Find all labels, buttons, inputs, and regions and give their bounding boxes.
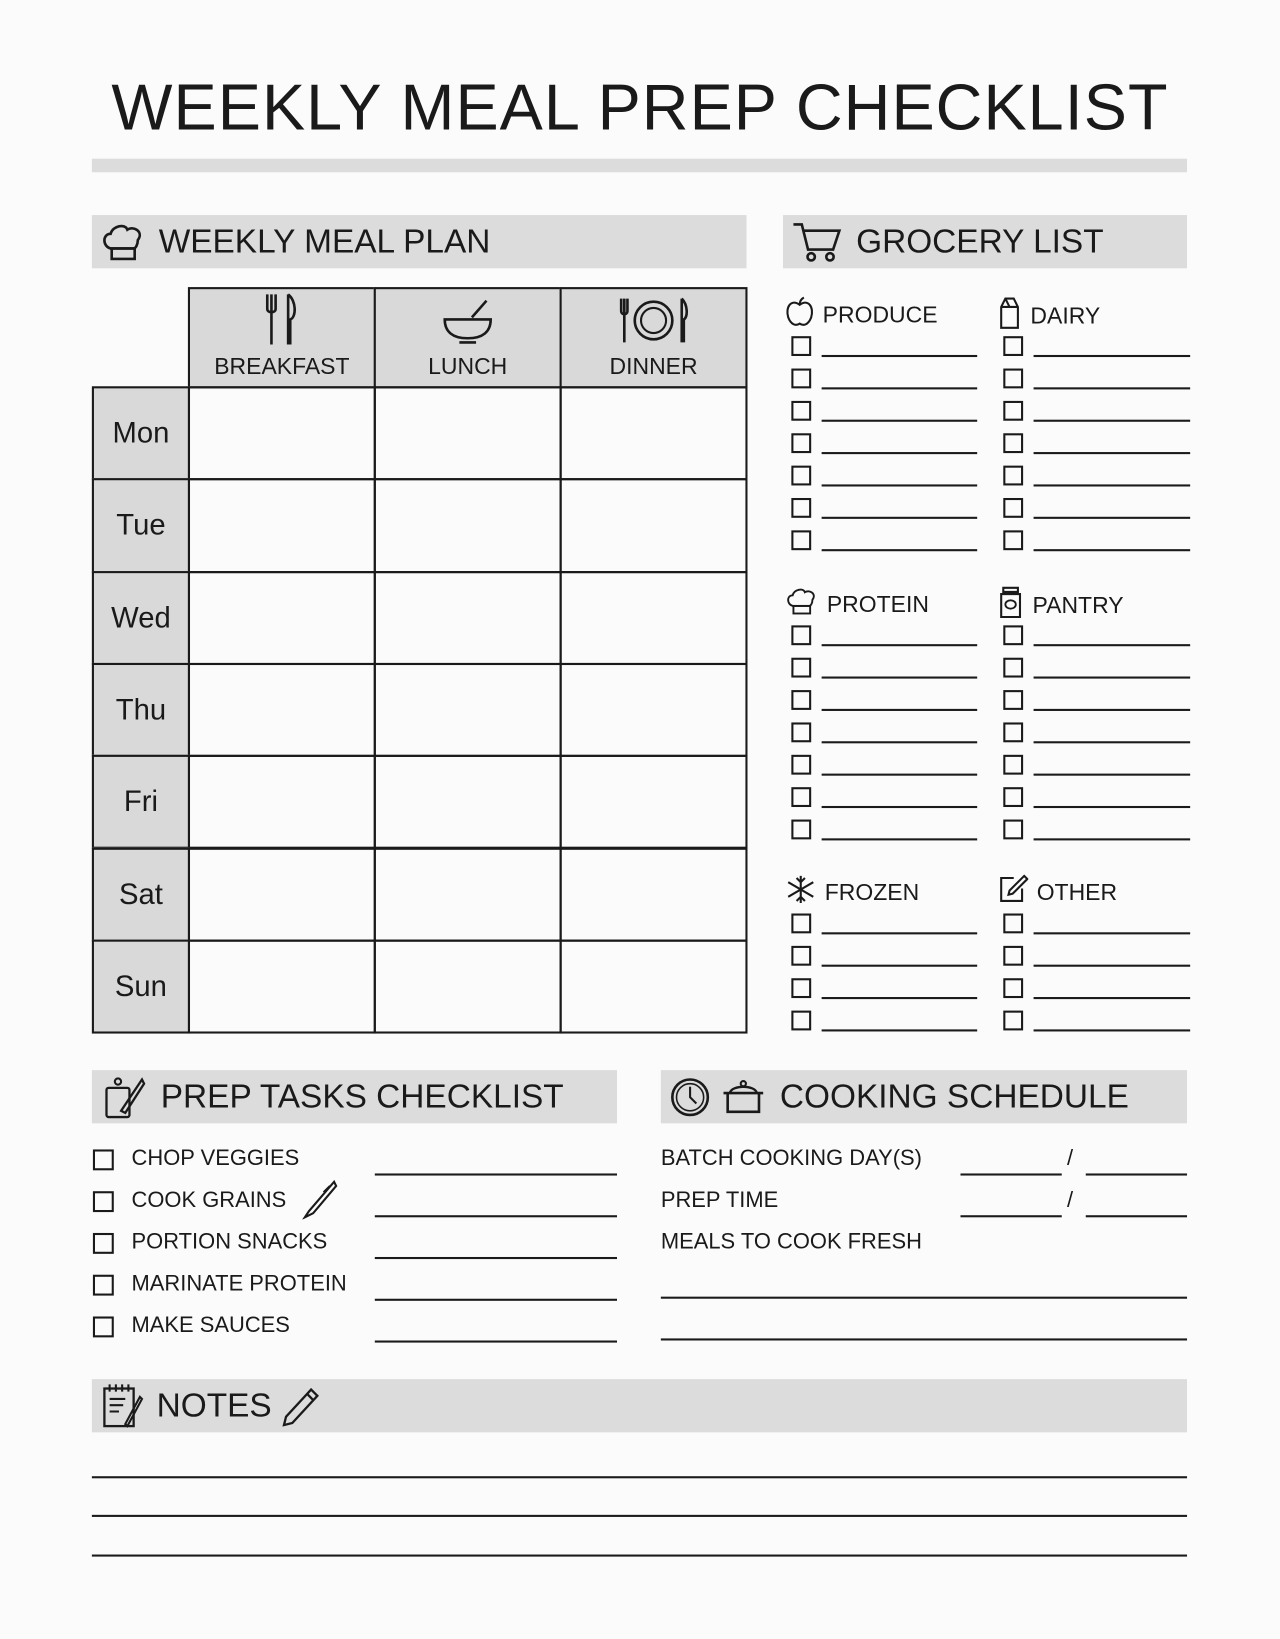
grocery-item-line[interactable] [822,709,978,711]
column-header-dinner [560,287,748,388]
meal-cell-mon-lunch[interactable] [374,386,562,480]
grocery-item-line[interactable] [822,549,978,551]
grocery-item-line[interactable] [822,965,978,967]
notes-line[interactable] [92,1555,1187,1557]
fork-knife-icon [263,292,301,346]
day-label-tue: Tue [92,478,190,572]
meal-plan-heading: WEEKLY MEAL PLAN [158,222,491,260]
grocery-item-line[interactable] [822,741,978,743]
grocery-checkbox[interactable] [1003,530,1023,550]
grocery-checkbox[interactable] [1003,625,1023,645]
grocery-checkbox[interactable] [1003,466,1023,486]
grocery-item-line[interactable] [1034,484,1191,486]
grocery-checkbox[interactable] [1003,946,1023,966]
grocery-item-line[interactable] [1034,1029,1191,1031]
grocery-item-line[interactable] [822,484,978,486]
meal-cell-fri-dinner[interactable] [560,755,748,849]
grocery-item-line[interactable] [1034,774,1191,776]
batch-cooking-field-2[interactable] [1086,1173,1187,1175]
meals-to-cook-fresh-label: MEALS TO COOK FRESH [660,1229,922,1254]
grocery-checkbox[interactable] [791,530,811,550]
grocery-item-line[interactable] [1034,517,1191,519]
meal-cell-sun-dinner[interactable] [560,939,748,1033]
grocery-category-dairy [997,296,1100,336]
grocery-checkbox[interactable] [791,369,811,389]
notes-heading: NOTES [156,1386,272,1425]
grocery-item-line[interactable] [1034,644,1191,646]
meals-fresh-line[interactable] [661,1297,1187,1299]
grocery-item-line[interactable] [1034,997,1191,999]
category-label: FROZEN [824,879,920,906]
column-label: DINNER [609,352,698,379]
grocery-checkbox[interactable] [791,658,811,678]
grocery-checkbox[interactable] [791,820,811,840]
page-title: WEEKLY MEAL PREP CHECKLIST [111,72,1169,145]
cooking-schedule-header [661,1070,1187,1123]
separator: / [1066,1188,1074,1213]
grocery-checkbox[interactable] [1003,498,1023,518]
grocery-checkbox[interactable] [791,946,811,966]
category-label: PROTEIN [826,590,929,618]
grocery-category-pantry [997,586,1124,626]
task-label: MARINATE PROTEIN [131,1271,347,1296]
grocery-checkbox[interactable] [791,625,811,645]
grocery-item-line[interactable] [1034,806,1191,808]
grocery-checkbox[interactable] [791,755,811,775]
edit-icon [997,874,1028,912]
meal-cell-tue-lunch[interactable] [374,478,562,572]
meal-cell-sun-breakfast[interactable] [188,939,376,1033]
grocery-checkbox[interactable] [1003,1011,1023,1031]
grocery-checkbox[interactable] [1003,690,1023,710]
task-label: CHOP VEGGIES [131,1146,300,1171]
grocery-category-frozen [785,874,919,912]
task-checkbox[interactable] [93,1233,114,1254]
grocery-header [783,215,1187,268]
pencil-icon [280,1385,322,1427]
category-label: OTHER [1036,879,1118,906]
grocery-item-line[interactable] [1034,355,1191,357]
meal-cell-sun-lunch[interactable] [374,939,562,1033]
day-label-sun: Sun [92,939,190,1033]
grocery-item-line[interactable] [822,997,978,999]
task-checkbox[interactable] [93,1149,114,1170]
meal-cell-thu-breakfast[interactable] [188,663,376,757]
grocery-category-other [997,874,1117,912]
grocery-item-line[interactable] [822,420,978,422]
bowl-icon [441,296,495,346]
grocery-item-line[interactable] [1034,741,1191,743]
grocery-item-line[interactable] [1034,452,1191,454]
meal-cell-wed-breakfast[interactable] [188,571,376,665]
meal-cell-wed-lunch[interactable] [374,571,562,665]
notes-line[interactable] [92,1476,1187,1478]
meal-cell-wed-dinner[interactable] [560,571,748,665]
grocery-item-line[interactable] [1034,965,1191,967]
column-label: LUNCH [428,352,508,379]
grocery-checkbox[interactable] [791,336,811,356]
cooking-pot-icon [719,1076,767,1118]
grocery-checkbox[interactable] [791,498,811,518]
meal-cell-tue-breakfast[interactable] [188,478,376,572]
grocery-checkbox[interactable] [791,401,811,421]
shopping-cart-icon [791,220,843,264]
category-label: PRODUCE [822,301,938,328]
grocery-item-line[interactable] [1034,932,1191,934]
plate-cutlery-icon [617,294,690,346]
grocery-item-line[interactable] [1034,549,1191,551]
separator: / [1066,1146,1074,1171]
chef-hat-icon [100,221,146,263]
grocery-checkbox[interactable] [791,914,811,934]
task-checkbox[interactable] [93,1275,114,1296]
clock-icon [669,1076,711,1118]
task-label: MAKE SAUCES [131,1313,290,1338]
column-label: BREAKFAST [214,352,350,379]
snowflake-icon [785,874,816,912]
grocery-item-line[interactable] [1034,838,1191,840]
grocery-checkbox[interactable] [1003,433,1023,453]
day-label-sat: Sat [92,847,190,941]
knife-icon [301,1180,339,1225]
grocery-checkbox[interactable] [1003,978,1023,998]
grocery-item-line[interactable] [822,774,978,776]
grocery-item-line[interactable] [822,644,978,646]
cooking-schedule-heading: COOKING SCHEDULE [779,1077,1129,1115]
grocery-checkbox[interactable] [1003,401,1023,421]
meal-cell-sat-breakfast[interactable] [188,847,376,941]
grocery-item-line[interactable] [1034,420,1191,422]
task-checkbox[interactable] [93,1191,114,1212]
meal-cell-mon-breakfast[interactable] [188,386,376,480]
grocery-item-line[interactable] [822,838,978,840]
jar-icon [997,586,1024,626]
grocery-item-line[interactable] [822,677,978,679]
grocery-item-line[interactable] [822,452,978,454]
prep-tasks-header [92,1070,617,1123]
grocery-item-line[interactable] [822,355,978,357]
grocery-checkbox[interactable] [791,466,811,486]
meals-fresh-line[interactable] [661,1338,1187,1340]
task-notes-line[interactable] [375,1257,617,1259]
meal-cell-thu-lunch[interactable] [374,663,562,757]
batch-cooking-field-1[interactable] [960,1173,1061,1175]
task-notes-line[interactable] [375,1299,617,1301]
grocery-checkbox[interactable] [1003,787,1023,807]
grocery-item-line[interactable] [822,806,978,808]
notepad-icon [100,1382,144,1430]
grocery-item-line[interactable] [1034,677,1191,679]
prep-time-field-2[interactable] [1086,1215,1187,1217]
day-label-thu: Thu [92,663,190,757]
milk-carton-icon [997,296,1022,336]
grocery-checkbox[interactable] [791,978,811,998]
grocery-checkbox[interactable] [1003,914,1023,934]
grocery-item-line[interactable] [822,932,978,934]
column-header-breakfast [188,287,376,388]
chef-hat-icon [785,586,818,624]
grocery-checkbox[interactable] [1003,658,1023,678]
meal-cell-sat-lunch[interactable] [374,847,562,941]
prep-tasks-heading: PREP TASKS CHECKLIST [160,1077,564,1115]
meal-cell-sat-dinner[interactable] [560,847,748,941]
grocery-item-line[interactable] [822,517,978,519]
day-label-mon: Mon [92,386,190,480]
prep-time-field-1[interactable] [960,1215,1061,1217]
grocery-category-protein [785,586,929,624]
day-label-fri: Fri [92,755,190,849]
column-header-lunch [374,287,562,388]
task-checkbox[interactable] [93,1316,114,1337]
grocery-checkbox[interactable] [1003,820,1023,840]
task-notes-line[interactable] [375,1173,617,1175]
meal-cell-fri-lunch[interactable] [374,755,562,849]
meal-plan-header [92,215,747,268]
prep-time-label: PREP TIME [660,1188,779,1213]
title-divider [92,159,1187,173]
grocery-category-produce [785,296,937,334]
task-label: PORTION SNACKS [131,1229,328,1254]
grocery-item-line[interactable] [822,1029,978,1031]
grocery-checkbox[interactable] [1003,722,1023,742]
grocery-checkbox[interactable] [791,690,811,710]
grocery-item-line[interactable] [1034,709,1191,711]
meal-cell-fri-breakfast[interactable] [188,755,376,849]
grocery-checkbox[interactable] [1003,336,1023,356]
category-label: PANTRY [1032,591,1124,619]
day-label-wed: Wed [92,571,190,665]
grocery-item-line[interactable] [1034,387,1191,389]
cutting-board-knife-icon [100,1073,148,1121]
grocery-item-line[interactable] [822,387,978,389]
meal-cell-thu-dinner[interactable] [560,663,748,757]
grocery-checkbox[interactable] [1003,369,1023,389]
task-notes-line[interactable] [375,1215,617,1217]
grocery-checkbox[interactable] [791,787,811,807]
meal-cell-mon-dinner[interactable] [560,386,748,480]
grocery-checkbox[interactable] [791,1011,811,1031]
task-notes-line[interactable] [375,1340,617,1342]
meal-cell-tue-dinner[interactable] [560,478,748,572]
grocery-checkbox[interactable] [791,433,811,453]
category-label: DAIRY [1030,302,1101,329]
batch-cooking-label: BATCH COOKING DAY(S) [660,1146,922,1171]
grocery-checkbox[interactable] [791,722,811,742]
grocery-heading: GROCERY LIST [856,222,1104,260]
notes-header [92,1379,1187,1432]
notes-line[interactable] [92,1515,1187,1517]
apple-icon [785,296,814,334]
task-label: COOK GRAINS [131,1188,287,1213]
grocery-checkbox[interactable] [1003,755,1023,775]
